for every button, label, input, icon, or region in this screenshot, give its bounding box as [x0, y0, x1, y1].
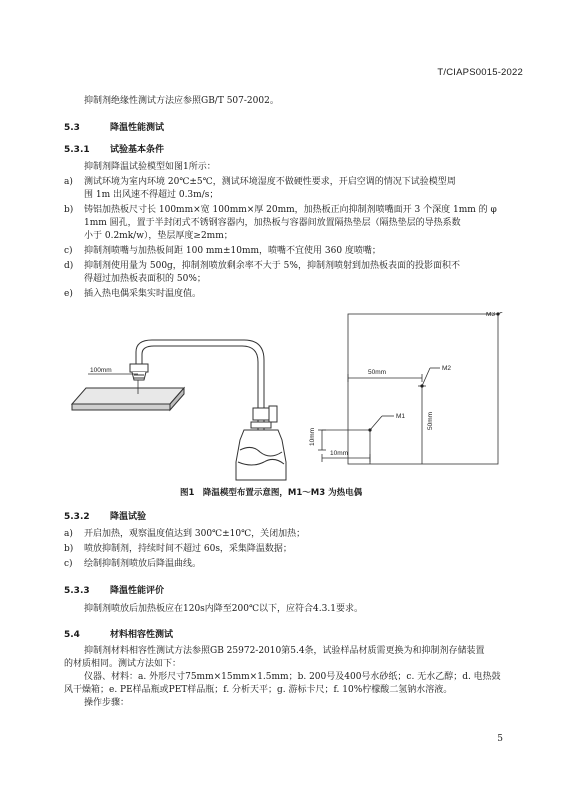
- cooling-steps-list: [64, 528, 305, 571]
- item-line: 测试环境为室内环境 20℃±5℃，测试环境湿度不做硬性要求，开启空调的情况下试验模型周: [84, 177, 456, 187]
- item-text: 开启加热，观察温度值达到 300℃±10℃，关闭加热；: [84, 529, 306, 539]
- section-5-3-2-heading: [64, 509, 146, 522]
- label-10mm-vertical: 10mm: [309, 427, 316, 446]
- nozzle-head: [130, 364, 148, 372]
- figure-1-diagram: [60, 312, 520, 482]
- insulation-paragraph: 抑制剂绝缘性测试方法应参照GB/T 507-2002。: [84, 96, 279, 106]
- section-5-3-1-intro: 抑制剂降温试验模型如图1所示：: [84, 162, 216, 172]
- document-code-header: T/CIAPS0015-2022: [437, 67, 523, 78]
- item-label: a): [64, 177, 73, 187]
- plate-outline: [348, 314, 498, 464]
- section-5-3-1-heading: [64, 142, 164, 155]
- item-line: 铸铝加热板尺寸长 100mm×宽 100mm×厚 20mm，加热板正向抑制剂喷嘴面开 3 个深度 1mm 的 φ: [84, 205, 497, 215]
- label-m2: M2: [442, 365, 452, 372]
- body-line: 的材质相同。测试方法如下：: [64, 659, 182, 669]
- item-line: 插入热电偶采集实时温度值。: [84, 289, 202, 299]
- item-line: 围 1m 出风速不得超过 0.3m/s；: [84, 190, 219, 200]
- item-label: b): [64, 205, 74, 215]
- section-title: 材料相容性测试: [110, 630, 174, 640]
- section-number: 5.3: [64, 123, 80, 133]
- body-line: 仪器、材料：a. 外形尺寸75mm×15mm×1.5mm；b. 200号及400号水砂纸；c. 无水乙醇；d. 电热鼓: [84, 672, 501, 682]
- section-number: 5.3.2: [64, 512, 90, 522]
- label-m1: M1: [396, 413, 406, 420]
- condition-item-b: [64, 204, 534, 243]
- plate-schematic: [318, 312, 516, 464]
- cooling-step-c: [64, 558, 305, 571]
- condition-item-d: [64, 260, 534, 286]
- item-line: 抑制剂喷嘴与加热板间距 100 mm±10mm，喷嘴不宜使用 360 度喷嘴；: [84, 246, 381, 256]
- condition-item-a: [64, 176, 534, 202]
- item-line: 得超过加热板表面积的 50%；: [84, 274, 206, 284]
- section-title: 降温试验: [110, 512, 147, 522]
- cooling-step-b: [64, 543, 305, 556]
- valve-handle: [269, 406, 277, 422]
- thermocouple-m2-marker: [420, 384, 423, 387]
- label-m3: M3: [486, 312, 496, 318]
- valve-body: [253, 408, 269, 420]
- item-label: a): [64, 529, 73, 539]
- figure-1-caption: 图1 降温模型布置示意图，M1～M3 为热电偶: [180, 488, 363, 498]
- item-text: 喷放抑制剂，持续时间不超过 60s，采集降温数据；: [84, 544, 292, 554]
- thermocouple-m1-marker: [368, 428, 371, 431]
- item-label: e): [64, 289, 73, 299]
- item-label: d): [64, 261, 74, 271]
- agent-container: [236, 430, 286, 480]
- section-title: 降温性能评价: [110, 586, 165, 596]
- section-number: 5.4: [64, 630, 80, 640]
- nozzle-distance-label: 100mm: [90, 367, 112, 374]
- label-50mm-horizontal: 50mm: [368, 369, 387, 376]
- body-line: 风干燥箱；e. PE样品瓶或PET样品瓶；f. 分析天平；g. 游标卡尺；f. 10%柠檬酸二氢钠水溶液。: [64, 685, 453, 695]
- item-line: 1mm 圆孔，置于半封闭式不锈钢容器内，加热板与容器间放置隔热垫层（隔热垫层的导热系数: [84, 218, 461, 228]
- thermocouple-m3-marker: [496, 312, 499, 315]
- item-line: 抑制剂使用量为 500g，抑制剂喷放剩余率不大于 5%，抑制剂喷射到加热板表面的投影面积不: [84, 261, 460, 271]
- section-5-3-heading: [64, 120, 164, 133]
- section-5-3-3-heading: [64, 583, 164, 596]
- section-number: 5.3.1: [64, 145, 90, 155]
- label-50mm-vertical: 50mm: [427, 411, 434, 430]
- cooling-step-a: [64, 528, 305, 541]
- section-title: 试验基本条件: [110, 145, 165, 155]
- condition-item-e: [64, 288, 534, 301]
- item-label: b): [64, 544, 74, 554]
- nozzle-tip: [132, 372, 146, 380]
- body-line: 抑制剂材料相容性测试方法参照GB 25972-2010第5.4条，试验样品材质需更换为和抑制剂存储装置: [84, 646, 485, 656]
- item-text: 绘制抑制剂喷放后降温曲线。: [84, 559, 202, 569]
- section-number: 5.3.3: [64, 586, 90, 596]
- item-label: c): [64, 246, 73, 256]
- page-number: 5: [497, 734, 503, 744]
- condition-item-c: [64, 245, 534, 258]
- supply-pipe: [136, 340, 264, 430]
- label-10mm-horizontal: 10mm: [330, 450, 349, 457]
- body-line: 操作步骤：: [84, 698, 130, 708]
- item-line: 小于 0.2mk/w），垫层厚度≥2mm；: [84, 231, 233, 241]
- section-5-3-3-text: 抑制剂喷放后加热板应在120s内降至200℃以下，应符合4.3.1要求。: [84, 604, 363, 614]
- item-label: c): [64, 559, 73, 569]
- conditions-list: [64, 176, 534, 301]
- heating-plate: [72, 388, 184, 410]
- section-5-4-heading: [64, 627, 173, 640]
- section-title: 降温性能测试: [110, 123, 165, 133]
- section-5-4-body: [64, 645, 501, 710]
